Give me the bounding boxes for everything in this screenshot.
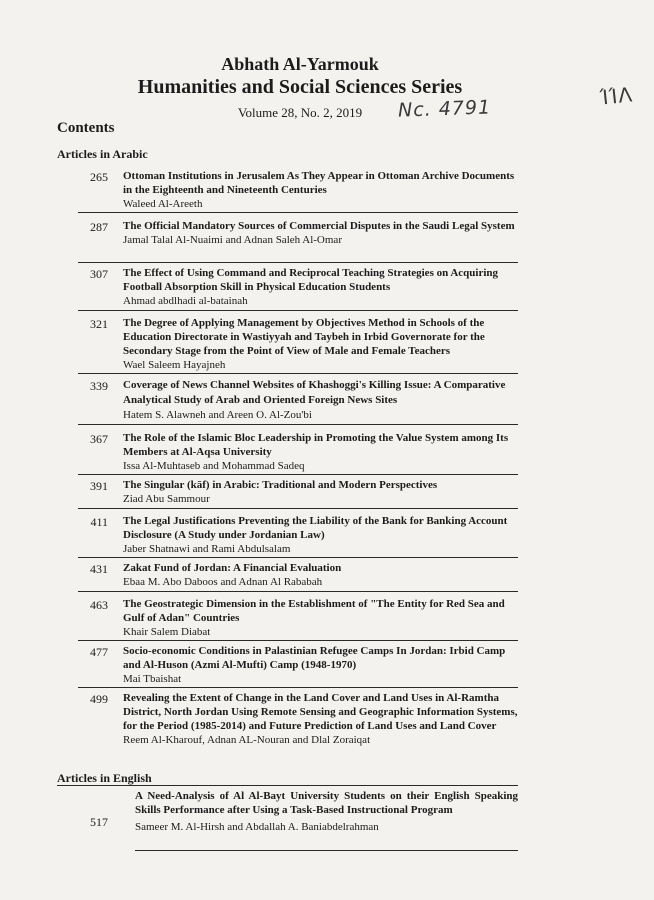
article-title: Zakat Fund of Jordan: A Financial Evaluation	[123, 562, 342, 574]
article-authors: Issa Al-Muhtaseb and Mohammad Sadeq	[123, 460, 305, 472]
page-number: 287	[90, 220, 108, 234]
entry-divider	[78, 591, 518, 592]
page-number: 463	[90, 598, 108, 612]
handwritten-number: Nc. 4791	[397, 96, 492, 122]
entry-divider	[78, 508, 518, 509]
article-title: The Degree of Applying Management by Objectives Method in Schools of the Education Directorate in Wastiyyah and Taybeh in Irbid Governorate for the Secondary Stage from the Point of View of Male and Female Teachers	[123, 317, 485, 357]
handwritten-corner-mark: ΊΊΛ	[598, 82, 635, 110]
page-number: 367	[90, 432, 108, 446]
entry-divider	[78, 557, 518, 558]
journal-series: Humanities and Social Sciences Series	[137, 76, 463, 98]
section-english-heading: Articles in English	[57, 771, 152, 785]
article-title: The Legal Justifications Preventing the Liability of the Bank for Banking Account Disclosure (A Study under Jordanian Law)	[123, 515, 508, 541]
page-number: 339	[90, 379, 108, 393]
article-authors: Jamal Talal Al-Nuaimi and Adnan Saleh Al-Omar	[123, 234, 342, 246]
article-title: The Singular (kāf) in Arabic: Traditional and Modern Perspectives	[123, 479, 438, 491]
page-number: 321	[90, 317, 108, 331]
article-authors: Ziad Abu Sammour	[123, 493, 210, 505]
article-authors: Mai Tbaishat	[123, 673, 182, 685]
article-title: Revealing the Extent of Change in the Land Cover and Land Uses in Al-Ramtha District, North Jordan Using Remote Sensing and Geographic Information Systems, for the Period (1985-2014) and Future Prediction of Land Uses and Land Cover	[123, 692, 518, 732]
page-number: 499	[90, 692, 108, 706]
article-title: Coverage of News Channel Websites of Khashoggi's Killing Issue: A Comparative Analytical Study of Arab and Oriented Foreign News Sites	[123, 379, 506, 406]
article-title: The Role of the Islamic Bloc Leadership in Promoting the Value System among Its Members at Al-Aqsa University	[123, 432, 509, 458]
article-title: The Official Mandatory Sources of Commercial Disputes in the Saudi Legal System	[123, 220, 515, 232]
section-divider	[57, 785, 518, 786]
entry-divider	[135, 850, 518, 851]
article-authors: Waleed Al-Areeth	[123, 198, 203, 210]
article-title: Socio-economic Conditions in Palastinian Refugee Camps In Jordan: Irbid Camp and Al-Huson (Azmi Al-Mufti) Camp (1948-1970)	[123, 645, 506, 671]
article-title: The Effect of Using Command and Reciprocal Teaching Strategies on Acquiring Football Absorption Skill in Physical Education Students	[123, 267, 499, 293]
entry-divider	[78, 474, 518, 475]
entry-divider	[78, 424, 518, 425]
article-title: Ottoman Institutions in Jerusalem As They Appear in Ottoman Archive Documents in the Eighteenth and Nineteenth Centuries	[123, 170, 515, 196]
contents-heading: Contents	[57, 120, 115, 136]
page-number: 265	[90, 170, 108, 184]
entry-divider	[78, 373, 518, 374]
entry-divider	[78, 687, 518, 688]
article-authors: Jaber Shatnawi and Rami Abdulsalam	[123, 543, 291, 555]
article-authors: Khair Salem Diabat	[123, 626, 211, 638]
page-number: 391	[90, 479, 108, 493]
page-number: 517	[90, 815, 108, 829]
article-authors: Sameer M. Al-Hirsh and Abdallah A. Baniabdelrahman	[135, 821, 379, 833]
section-arabic-heading: Articles in Arabic	[57, 147, 148, 161]
article-authors: Ahmad abdlhadi al-batainah	[123, 295, 248, 307]
article-title: The Geostrategic Dimension in the Establishment of "The Entity for Red Sea and Gulf of Adan" Countries	[123, 598, 505, 624]
entry-divider	[78, 262, 518, 263]
entry-divider	[78, 212, 518, 213]
page-number: 431	[90, 562, 108, 576]
journal-name: Abhath Al-Yarmouk	[221, 54, 379, 74]
article-authors: Ebaa M. Abo Daboos and Adnan Al Rababah	[123, 576, 323, 588]
page-number: 307	[90, 267, 108, 281]
article-authors: Wael Saleem Hayajneh	[123, 359, 226, 371]
entry-divider	[78, 310, 518, 311]
article-title: A Need-Analysis of Al Al-Bayt University Students on their English Speaking Skills Performance after Using a Task-Based Instructional Program	[135, 790, 518, 816]
article-authors: Reem Al-Kharouf, Adnan AL-Nouran and Dlal Zoraiqat	[123, 734, 371, 746]
page-number: 411	[90, 515, 108, 529]
journal-volume: Volume 28, No. 2, 2019	[237, 105, 363, 120]
entry-divider	[78, 640, 518, 641]
article-authors: Hatem S. Alawneh and Areen O. Al-Zou'bi	[123, 409, 312, 421]
page-number: 477	[90, 645, 108, 659]
